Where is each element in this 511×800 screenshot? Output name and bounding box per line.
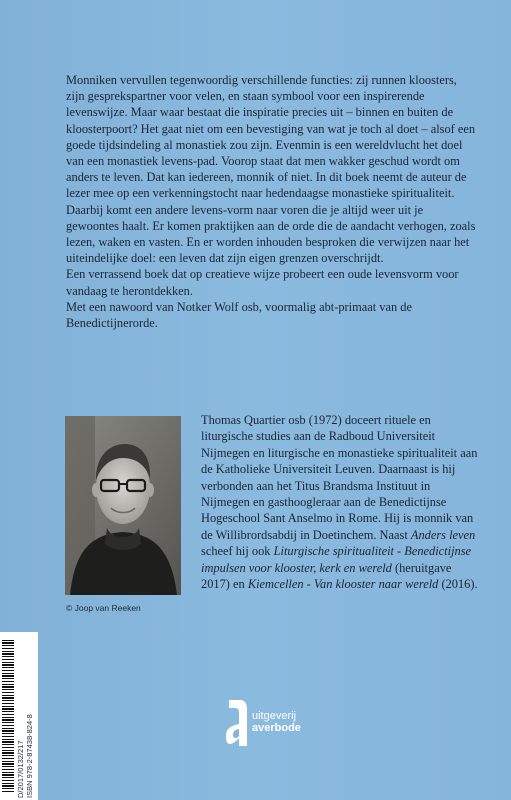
isbn-block: [16, 714, 34, 798]
book-title-2: Liturgische spiritualiteit - Benedictijnse impulsen voor klooster, kerk en wereld: [201, 544, 472, 575]
author-bio: [201, 412, 481, 592]
averbode-a-icon: [226, 698, 248, 748]
publisher-logo: [226, 698, 336, 748]
blurb-paragraph-3: Met een nawoord van Notker Wolf osb, voormalig abt-primaat van de Benedictijnerorde.: [66, 299, 412, 331]
bio-text-1: Thomas Quartier osb (1972) doceert rituele en liturgische studies aan de Radboud Universiteit Nijmegen en liturgische en monastieke spiritualiteit aan de Katholieke Universiteit Leuven. Daarnaast is hij verbonden aan het Titus Brandsma Instituut in Nijmegen en gasthoogleraar aan de Benedictijnse Hogeschool Sant Anselmo in Rome. Hij is monnik van de Willibrordsabdij in Doetinchem. Naast: [201, 413, 478, 542]
author-photo: [65, 416, 181, 595]
book-title-1: Anders leven: [410, 527, 476, 542]
publisher-name: [252, 710, 301, 734]
bio-text-2: scheef hij ook: [201, 544, 274, 559]
author-portrait-image: [65, 416, 181, 595]
blurb-paragraph-2: Een verrassend boek dat op creatieve wijze probeert een oude levensvorm voor vandaag te herontdekken.: [66, 267, 459, 298]
publisher-line-2: averbode: [252, 722, 301, 734]
deposit-number: D/2017/0132/217: [16, 740, 25, 798]
barcode-icon: [2, 640, 14, 792]
photo-credit: © Joop van Reeken: [66, 603, 141, 613]
bio-text-4: (2016).: [438, 577, 478, 592]
bio-paragraph: [201, 412, 481, 592]
blurb-paragraph-1: Monniken vervullen tegenwoordig verschillende functies: zij runnen kloosters, zijn gesprekspartner voor velen, en staan symbool voor een inspirerende levenswijze. Maar waar bestaat die inspiratie precies uit – binnen en buiten de kloosterpoort? Het gaat niet om een bevestiging van wat je toch al doet – alsof een goede tijdsindeling al monastiek zou zijn. Evenmin is een wereldvlucht het doel van een monastiek levens-pad. Voorop staat dat men wakker geschud wordt om anders te leven. Dat kan iedereen, monnik of niet. In dit boek neemt de auteur de lezer mee op een verkenningstocht naar hedendaagse monastieke spiritualiteit. Daarbij komt een andere levens-vorm naar voren die je altijd weer uit je gewoontes haalt. Er komen praktijken aan de orde die de aandacht verhogen, zoals lezen, waken en vasten. En er worden inhouden besproken die verwijzen naar het uiteindelijke doel: een leven dat zijn eigen grenzen overschrijdt.: [66, 73, 476, 266]
bio-text-3: (heruitgave 2017) en: [201, 560, 452, 592]
book-title-3: Kiemcellen - Van klooster naar wereld: [247, 577, 439, 592]
publisher-line-1: uitgeverij: [252, 710, 297, 722]
isbn-number: ISBN 978-2-87438-824-8: [25, 714, 34, 798]
blurb-text: [66, 72, 478, 331]
